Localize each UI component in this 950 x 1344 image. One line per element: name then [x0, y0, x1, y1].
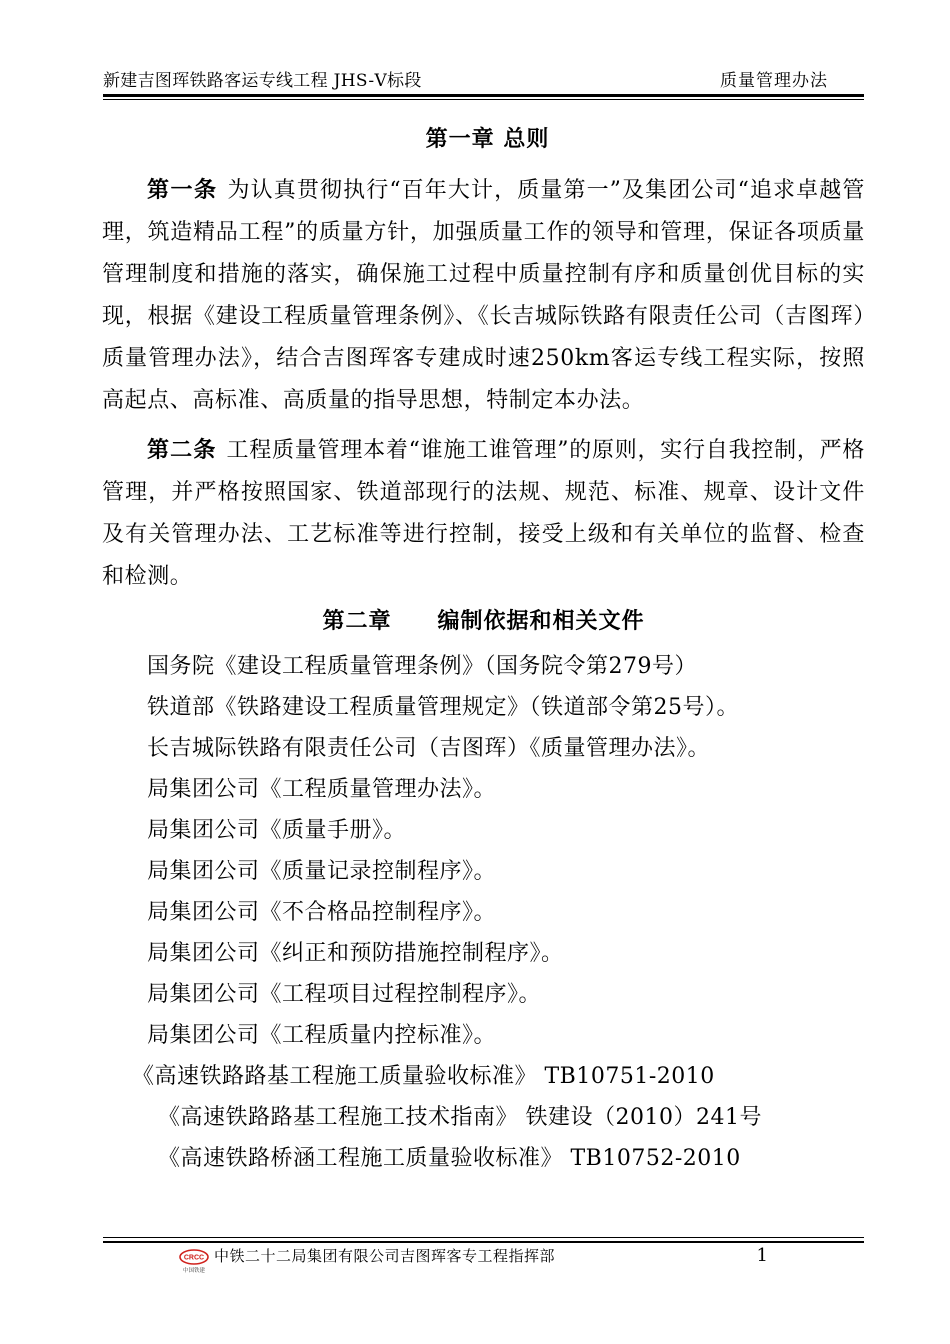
page-footer: [178, 1246, 768, 1276]
reference-item: 局集团公司《质量手册》。: [147, 818, 407, 843]
header-rule-thick: [103, 94, 864, 97]
reference-item: 铁道部《铁路建设工程质量管理规定》（铁道部令第25号）。: [147, 695, 739, 720]
reference-list: [102, 646, 865, 1179]
document-body: [102, 118, 865, 1179]
header-rule-thin: [103, 99, 864, 100]
header-document-title: 质量管理办法: [720, 71, 828, 91]
article-1: [102, 170, 865, 422]
article-2-text: 工程质量管理本着“谁施工谁管理”的原则，实行自我控制，严格管理，并严格按照国家、铁道部现行的法规、规范、标准、规章、设计文件及有关管理办法、工艺标准等进行控制，接受上级和有关单位的监督、检查和检测。: [102, 438, 865, 589]
svg-text:CRCC: CRCC: [183, 1254, 205, 1262]
reference-item: 局集团公司《不合格品控制程序》。: [147, 900, 497, 925]
reference-item: 《高速铁路桥涵工程施工质量验收标准》 TB10752-2010: [158, 1146, 741, 1171]
header-project-title: 新建吉图珲铁路客运专线工程 JHS-Ⅴ标段: [103, 71, 422, 91]
reference-item: 局集团公司《工程质量内控标准》。: [147, 1023, 497, 1048]
reference-item: 局集团公司《工程项目过程控制程序》。: [147, 982, 542, 1007]
page-number: 1: [756, 1245, 768, 1266]
reference-item: 《高速铁路路基工程施工技术指南》 铁建设（2010）241号: [158, 1105, 762, 1130]
chapter-1-title: 第一章 总则: [425, 126, 550, 152]
footer-rule-thick: [103, 1241, 864, 1243]
svg-text:中国铁建: 中国铁建: [182, 1268, 206, 1274]
reference-item: 长吉城际铁路有限责任公司（吉图珲）《质量管理办法》。: [147, 736, 711, 761]
article-2-label: 第二条: [147, 438, 217, 463]
reference-item: 局集团公司《纠正和预防措施控制程序》。: [147, 941, 564, 966]
reference-item: 《高速铁路路基工程施工质量验收标准》 TB10751-2010: [132, 1064, 715, 1089]
page-header: [103, 66, 842, 94]
article-1-label: 第一条: [147, 178, 218, 203]
crcc-logo-icon: [178, 1248, 210, 1274]
footer-rule-thin: [103, 1237, 864, 1238]
chapter-2-title: 第二章 编制依据和相关文件: [322, 608, 645, 634]
article-1-text: 为认真贯彻执行“百年大计，质量第一”及集团公司“追求卓越管理，筑造精品工程”的质量方针，加强质量工作的领导和管理，保证各项质量管理制度和措施的落实，确保施工过程中质量控制有序和质量创优目标的实现，根据《建设工程质量管理条例》、《长吉城际铁路有限责任公司（吉图珲）质量管理办法》，结合吉图珲客专建成时速250km客运专线工程实际，按照高起点、高标准、高质量的指导思想，特制定本办法。: [102, 178, 865, 413]
article-2: [102, 430, 865, 598]
reference-item: 局集团公司《质量记录控制程序》。: [147, 859, 497, 884]
reference-item: 国务院《建设工程质量管理条例》（国务院令第279号）: [147, 654, 697, 679]
footer-organization: 中铁二十二局集团有限公司吉图珲客专工程指挥部: [214, 1247, 556, 1265]
reference-item: 局集团公司《工程质量管理办法》。: [147, 777, 497, 802]
